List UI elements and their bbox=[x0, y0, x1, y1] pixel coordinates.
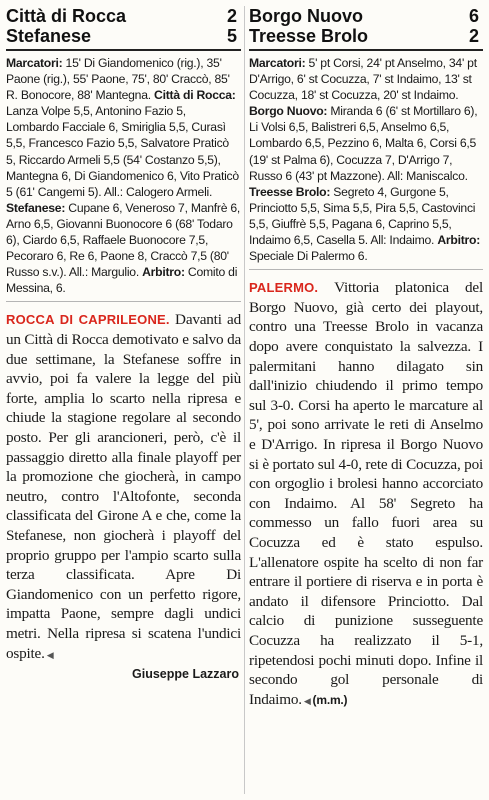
article-kicker: PALERMO. bbox=[249, 280, 319, 296]
scorers-text: 5' pt Corsi, 24' pt Anselmo, 34' pt D'Arrigo, 6' st Cocuzza, 7' st Indaimo, 13' st Cocuzza, 18' st Cocuzza, 20' st Indaimo. bbox=[249, 56, 477, 103]
article-byline: Giuseppe Lazzaro bbox=[132, 667, 239, 682]
away-team-name: Stefanese bbox=[6, 26, 92, 46]
score-divider bbox=[6, 49, 241, 51]
scorers-label: Marcatori: bbox=[6, 56, 63, 70]
section-divider bbox=[249, 269, 483, 270]
away-lineup-label: Treesse Brolo: bbox=[249, 184, 331, 199]
home-team-score: 2 bbox=[226, 6, 237, 26]
away-team-score: 2 bbox=[468, 26, 479, 46]
home-team-score: 6 bbox=[468, 6, 479, 26]
triangle-left-icon: ◀ bbox=[303, 695, 311, 706]
home-team-name: Città di Rocca bbox=[6, 6, 127, 26]
scorers-text: 15' Di Giandomenico (rig.), 35' Paone (rig.), 55' Paone, 75', 80' Craccò, 85' R. Bonocore, 88' Mantegna. bbox=[6, 56, 230, 103]
score-divider bbox=[249, 49, 483, 51]
away-score-row bbox=[249, 26, 483, 46]
away-lineup-label: Stefanese: bbox=[6, 200, 66, 215]
referee-text: Speciale Di Palermo 6. bbox=[249, 249, 368, 264]
article-body: Vittoria platonica del Borgo Nuovo, già certo dei playout, contro una Treesse Brolo in vacanza dopo avere conquistato la salvezza. I palermitani hanno dilagato sin dall'inizio chiudendo il primo tempo sul 3-0. Corsi ha aperto le marcature al 5', poi sono arrivate le reti di Anselmo e D'Arrigo. In ripresa il Borgo Nuovo si è portato sul 4-0, rete di Cocuzza, poi con orgoglio i brolesi hanno accorciato con Indaimo. Al 58' Segreto ha commesso un fallo fuori area su Cocuzza ed è stato espulso. L'allenatore ospite ha scelto di non far entrare il portiere di riserva e in porta è andato il difensore Princiotto. Dal calcio di punizione susseguente Cocuzza ha realizzato il 5-1, ripetendosi pochi minuti dopo. Infine il secondo gol personale di Indaimo. bbox=[249, 279, 483, 708]
home-lineup-text: Lanza Volpe 5,5, Antonino Fazio 5, Lombardo Facciale 6, Smiriglia 5,5, Curasì 5,5, Francesco Fazio 5,5, Salvatore Praticò 5, Riccardo Armeli 5,5 (54' Costanzo 5,5), Mantegna 6, Di Giandomenico 6, Vito Praticò 5 (61' Cangemi 5). All.: Calogero Armeli. bbox=[6, 104, 239, 199]
section-divider bbox=[6, 301, 241, 302]
article-body: Davanti ad un Città di Rocca demotivato e salvo da due settimane, la Stefanese soffre in avvio, poi fa valere la legge del più forte, amplia lo scarto nella ripresa e chiude la stagione regolare al secondo posto. Per gli arancioneri, però, c'è il passaggio diretto alla finale playoff per la promozione che giocherà, in campo neutro, contro l'Altofonte, seconda classificata del Girone A e che, come la Stefanese, non giocherà i playoff del proprio gruppo per l'ampio scarto sulla terza classificata. Apre Di Giandomenico con un perfetto rigore, impatta Paone, sempre dagli undici metri. Nella ripresa si scatena l'undici ospite. bbox=[6, 311, 241, 662]
left-column bbox=[6, 6, 241, 681]
match-article bbox=[249, 278, 483, 711]
referee-text: Comito di Messina, 6. bbox=[6, 265, 238, 296]
scorers-label: Marcatori: bbox=[249, 56, 306, 70]
home-lineup-label: Borgo Nuovo: bbox=[249, 104, 328, 119]
away-team-score: 5 bbox=[226, 26, 237, 46]
referee-label: Arbitro: bbox=[142, 265, 185, 280]
home-score-row bbox=[6, 6, 241, 26]
article-kicker: ROCCA DI CAPRILEONE. bbox=[6, 312, 170, 328]
away-team-name: Treesse Brolo bbox=[249, 26, 369, 46]
away-score-row bbox=[6, 26, 241, 46]
referee-label: Arbitro: bbox=[437, 233, 481, 248]
away-lineup-text: Cupane 6, Veneroso 7, Manfrè 6, Arno 6,5, Giovanni Buonocore 6 (68' Todaro 6), Ciardo 6,5, Raffaele Buonocore 7,5, Pecoraro 6, Re 6, Paone 8, Craccò 7,5 (80' Russo s.v.). All.: Margulio. bbox=[6, 200, 241, 280]
home-lineup-text: Miranda 6 (6' st Mortillaro 6), Li Volsi 6,5, Balistreri 6,5, Anselmo 6,5, Lombardo 6,5, Pezzino 6, Malta 6, Corsi 6,5 (19' st Palma 6), Cocuzza 7, D'Arrigo 7, Russo 6 (43' pt Mazzone). All: Maniscalco. bbox=[249, 104, 478, 183]
article-signature: (m.m.) bbox=[312, 692, 348, 707]
away-lineup-text: Segreto 4, Gurgone 5, Princiotto 5,5, Sima 5,5, Pira 5,5, Castovinci 5,5, Giuffrè 5,5, Pagana 6, Caprino 5,5, Indaimo 6,5, Casella 5. All: Indaimo. bbox=[249, 184, 476, 248]
column-divider bbox=[244, 6, 245, 794]
match-tabellino bbox=[6, 55, 241, 296]
match-tabellino bbox=[249, 55, 483, 264]
home-lineup-label: Città di Rocca: bbox=[154, 88, 236, 103]
home-team-name: Borgo Nuovo bbox=[249, 6, 363, 26]
match-article bbox=[6, 310, 241, 665]
triangle-left-icon: ◀ bbox=[46, 649, 54, 660]
home-score-row bbox=[249, 6, 483, 26]
right-column bbox=[249, 6, 483, 711]
